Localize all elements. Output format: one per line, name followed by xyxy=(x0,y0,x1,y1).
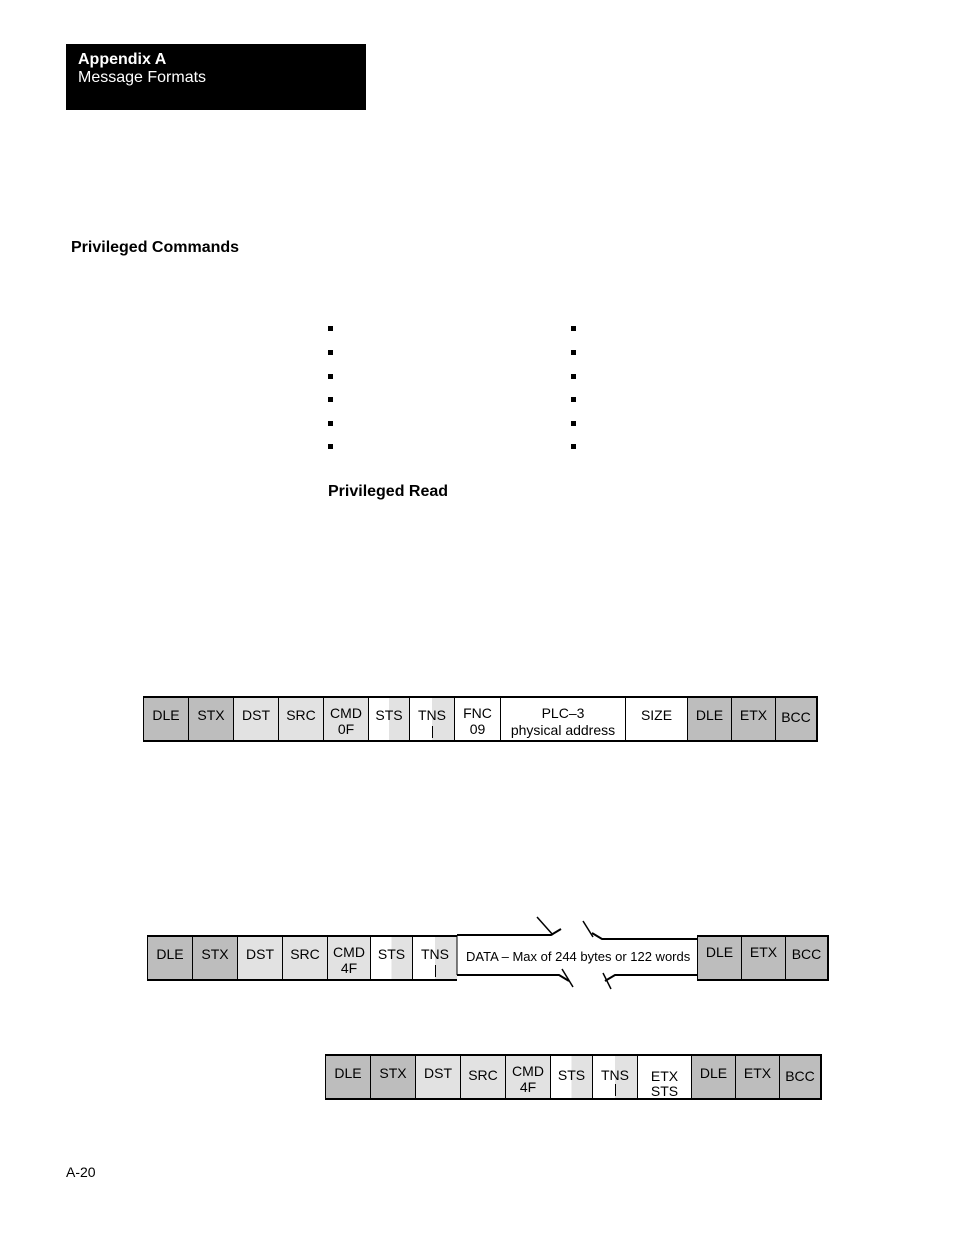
bullet-marker xyxy=(328,350,333,355)
frame-cell-sts: STS xyxy=(550,1054,592,1100)
bullet-marker xyxy=(571,374,576,379)
section-title: Privileged Commands xyxy=(71,239,240,256)
command-frame xyxy=(143,696,818,742)
frame-cell-stx: STX xyxy=(370,1054,415,1100)
bullet-marker xyxy=(571,397,576,402)
frame-cell-etx: ETX xyxy=(741,935,785,981)
chapter-title: Message Formats xyxy=(78,69,207,86)
data-field-label: DATA – Max of 244 bytes or 122 words xyxy=(466,949,691,964)
bullet-marker xyxy=(328,326,333,331)
reply-frame xyxy=(147,935,829,981)
frame-cell-dle: DLE xyxy=(697,935,741,981)
frame-cell-bcc: BCC xyxy=(775,696,818,742)
subsection-title: Privileged Read xyxy=(328,483,449,500)
frame-cell-sts: STS xyxy=(370,935,412,981)
frame-cell-dle: DLE xyxy=(687,696,731,742)
frame-cell-ext-sts: ETX STS xyxy=(637,1054,691,1100)
frame-cell-dst: DST xyxy=(237,935,282,981)
frame-cell-dle: DLE xyxy=(143,696,188,742)
frame-cell-dst: DST xyxy=(233,696,278,742)
frame-cell-src: SRC xyxy=(278,696,323,742)
frame-cell-bcc: BCC xyxy=(779,1054,822,1100)
page-number: A-20 xyxy=(66,1164,96,1180)
frame-cell-bcc: BCC xyxy=(785,935,829,981)
frame-cell-stx: STX xyxy=(188,696,233,742)
frame-cell-tns: TNS xyxy=(592,1054,637,1100)
frame-cell-sts: STS xyxy=(368,696,409,742)
frame-cell-tns: TNS xyxy=(412,935,457,981)
frame-cell-dle: DLE xyxy=(147,935,192,981)
frame-cell-stx: STX xyxy=(192,935,237,981)
frame-cell-cmd: CMD 0F xyxy=(323,696,368,742)
appendix-label: Appendix A xyxy=(78,51,167,68)
frame-cell-dst: DST xyxy=(415,1054,460,1100)
frame-cell-cmd: CMD 4F xyxy=(327,935,370,981)
frame-cell-plc3-address: PLC–3 physical address xyxy=(500,696,625,742)
bullet-marker xyxy=(328,421,333,426)
frame-cell-tns: TNS xyxy=(409,696,454,742)
frame-cell-src: SRC xyxy=(282,935,327,981)
bullet-marker xyxy=(328,444,333,449)
bullet-marker xyxy=(571,326,576,331)
bullet-marker xyxy=(328,374,333,379)
frame-cell-size: SIZE xyxy=(625,696,687,742)
bullet-marker xyxy=(328,397,333,402)
frame-cell-dle: DLE xyxy=(325,1054,370,1100)
appendix-header xyxy=(66,44,366,110)
bullet-marker xyxy=(571,421,576,426)
frame-cell-fnc: FNC 09 xyxy=(454,696,500,742)
frame-cell-etx: ETX xyxy=(731,696,775,742)
frame-cell-dle: DLE xyxy=(691,1054,735,1100)
bullet-marker xyxy=(571,350,576,355)
frame-cell-etx: ETX xyxy=(735,1054,779,1100)
bullet-marker xyxy=(571,444,576,449)
frame-cell-data xyxy=(457,935,697,981)
frame-cell-src: SRC xyxy=(460,1054,505,1100)
error-reply-frame xyxy=(325,1054,822,1100)
frame-cell-cmd: CMD 4F xyxy=(505,1054,550,1100)
